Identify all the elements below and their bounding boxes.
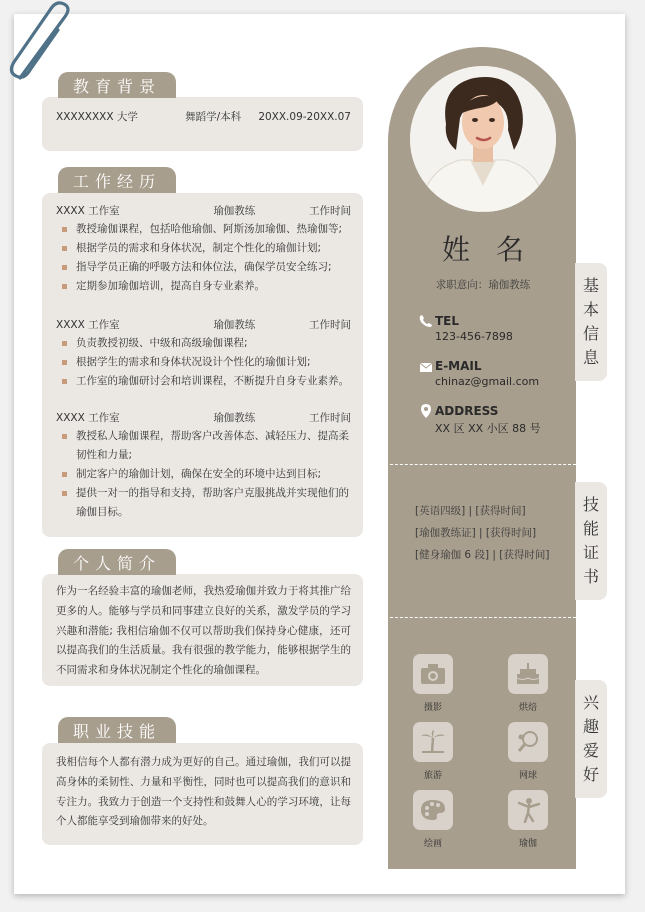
tab-char: 基 [582,276,599,295]
hobby-item [498,790,558,849]
job-role: 瑜伽教练 [213,205,256,217]
profile-photo [410,66,556,212]
tennis-icon [516,730,540,754]
hobby-item [498,654,558,713]
tab-char: 信 [582,324,599,343]
tab-char: 趣 [582,717,599,736]
tab-char: 本 [582,300,599,319]
skills-text: 我相信每个人都有潜力成为更好的自己。通过瑜伽，我们可以提高身体的柔韧性、力量和平衡性，同时也可以提高我们的意识和专注力。我致力于创造一个支持性和鼓舞人心的学习环境，让每个人都能享受到瑜伽带来的好处。 [56,756,351,828]
cert-item: [瑜伽教练证] | [获得时间] [415,527,537,539]
job-bullet: 工作室的瑜伽研讨会和培训课程，不断提升自身专业素养。 [56,372,351,391]
email-icon [419,360,433,374]
job-bullet: 制定客户的瑜伽计划，确保在安全的环境中达到目标; [56,465,351,484]
profile-box [42,574,363,686]
email-label: E-MAIL [435,359,482,373]
job-bullet: 教授瑜伽课程，包括哈他瑜伽、阿斯汤加瑜伽、热瑜伽等; [56,220,351,239]
tab-hobbies [575,680,607,798]
tel-value: 123-456-7898 [435,330,513,343]
job-bullet: 根据学员的需求和身体状况，制定个性化的瑜伽计划; [56,239,351,258]
tab-char: 能 [582,519,599,538]
skills-heading: 职业技能 [58,717,176,743]
cert-item: [健身瑜伽 6 段] | [获得时间] [415,549,550,561]
cake-icon [515,662,541,686]
job-bullet: 教授私人瑜伽课程，帮助客户改善体态、减轻压力、提高柔韧性和力量; [56,427,351,465]
work-heading: 工作经历 [58,167,176,193]
palette-icon [420,799,446,821]
hobby-label: 旅游 [423,771,442,781]
job-entry [56,202,351,296]
hobby-item [403,790,463,849]
tel-label: TEL [435,314,460,328]
job-bullet: 提供一对一的指导和支持，帮助客户克服挑战并实现他们的瑜伽目标。 [56,484,351,522]
tab-char: 爱 [582,741,599,760]
work-box [42,193,363,537]
job-company: XXXX 工作室 [56,412,120,424]
job-entry [56,316,351,391]
hobby-item [403,722,463,781]
hobby-item [498,722,558,781]
skills-box [42,743,363,845]
palm-tree-icon [420,730,446,754]
address-value: XX 区 XX 小区 88 号 [435,422,541,435]
divider [390,464,576,465]
hobby-label: 烘焙 [518,703,537,713]
job-time: 工作时间 [309,412,351,424]
email-value: chinaz@gmail.com [435,375,540,388]
hobby-label: 绘画 [423,839,442,849]
hobby-label: 网球 [518,771,537,781]
tab-certificates [575,482,607,600]
cert-item: [英语四级] | [获得时间] [415,505,526,517]
candidate-name: 姓名 [441,233,550,266]
job-role: 瑜伽教练 [213,412,256,424]
job-time: 工作时间 [309,205,351,217]
job-intent: 求职意向：瑜伽教练 [435,279,531,291]
profile-heading: 个人简介 [58,549,176,575]
job-bullet: 指导学员正确的呼吸方法和体位法，确保学员安全练习; [56,258,351,277]
phone-icon [419,314,433,328]
hobby-item [403,654,463,713]
job-role: 瑜伽教练 [213,319,256,331]
job-bullet: 根据学生的需求和身体状况设计个性化的瑜伽计划; [56,353,351,372]
job-bullet: 定期参加瑜伽培训，提高自身专业素养。 [56,277,351,296]
education-heading: 教育背景 [58,72,176,98]
tab-char: 好 [582,765,599,784]
major: 舞蹈学/本科 [185,111,242,123]
tab-char: 息 [582,348,599,367]
address-label: ADDRESS [435,404,499,418]
camera-icon [420,663,446,685]
tab-basic-info [575,263,607,381]
hobby-label: 摄影 [423,703,442,713]
education-box [42,97,363,151]
job-company: XXXX 工作室 [56,205,120,217]
tab-char: 证 [582,543,599,562]
profile-text: 作为一名经验丰富的瑜伽老师，我热爱瑜伽并致力于将其推广给更多的人。能够与学员和同事建立良好的关系，激发学员的学习兴趣和潜能; 我相信瑜伽不仅可以帮助我们保持身心健康，还可以提高我们的生活质量。我有很强的教学能力，能够根据学生的不同需求和身体状况制定个性化的瑜伽课程。 [56,585,351,677]
job-entry [56,409,351,522]
school-name: XXXXXXXX 大学 [56,111,138,123]
yoga-pose-icon [515,797,541,823]
study-period: 20XX.09-20XX.07 [258,111,351,123]
tab-char: 兴 [582,693,599,712]
job-company: XXXX 工作室 [56,319,120,331]
tab-char: 书 [582,567,599,586]
tab-char: 技 [582,495,599,514]
job-bullet: 负责教授初级、中级和高级瑜伽课程; [56,334,351,353]
hobby-label: 瑜伽 [518,839,537,849]
divider [390,617,576,618]
job-time: 工作时间 [309,319,351,331]
location-pin-icon [419,404,433,418]
